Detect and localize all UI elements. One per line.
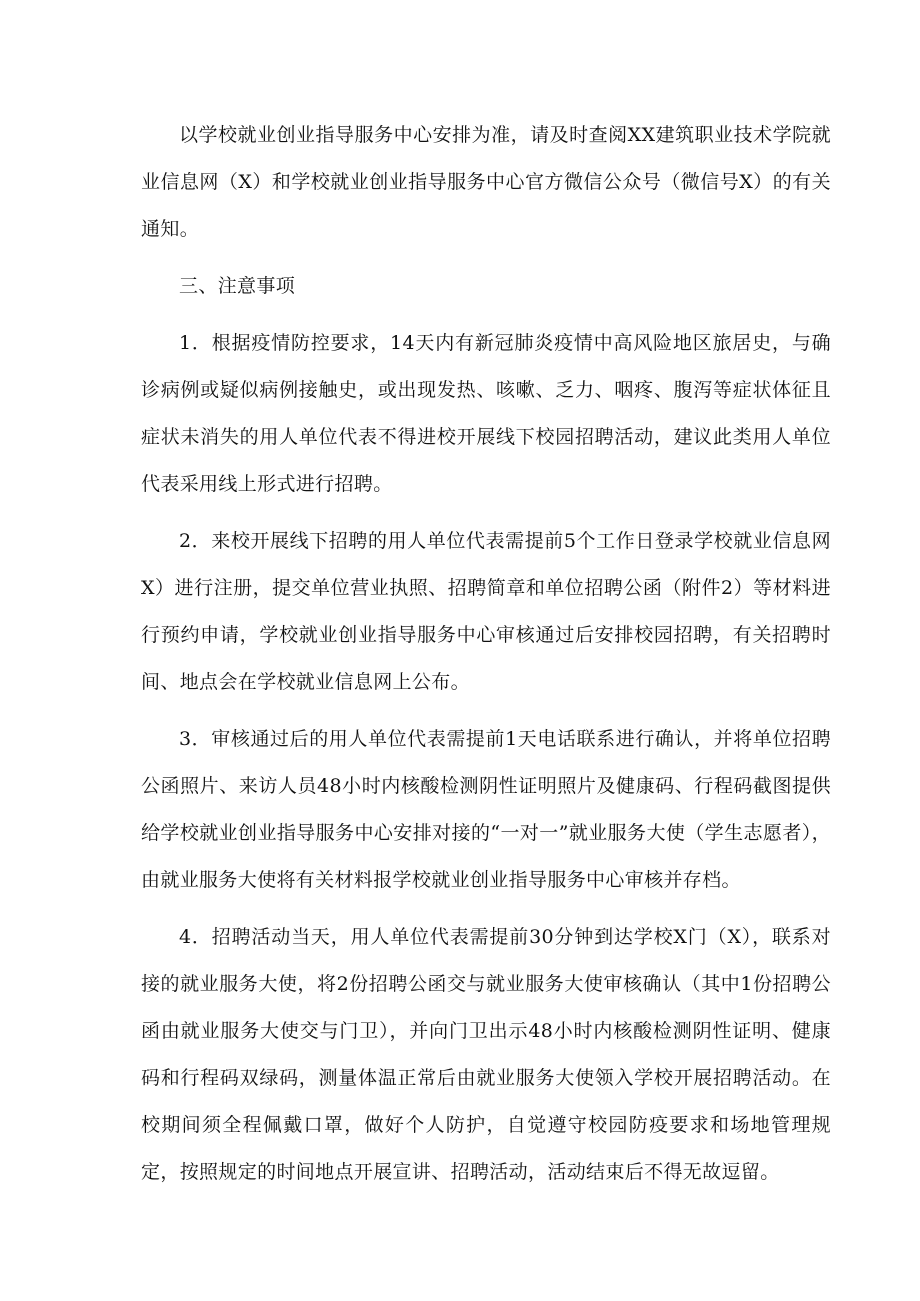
section-title: 三、注意事项: [179, 275, 296, 297]
paragraph-spacer: [141, 310, 831, 320]
paragraph-spacer: [141, 706, 831, 716]
document-body: [141, 112, 831, 1196]
paragraph-spacer: [141, 508, 831, 518]
notice-item-4: 4．招聘活动当天，用人单位代表需提前30分钟到达学校X门（X），联系对接的就业服务大使，将2份招聘公函交与就业服务大使审核确认（其中1份招聘公函由就业服务大使交与门卫），并向门卫出示48小时内核酸检测阴性证明、健康码和行程码双绿码，测量体温正常后由就业服务大使领入学校开展招聘活动。在校期间须全程佩戴口罩，做好个人防护，自觉遵守校园防疫要求和场地管理规定，按照规定的时间地点开展宣讲、招聘活动，活动结束后不得无故逗留。: [141, 926, 831, 1183]
intro-paragraph: 以学校就业创业指导服务中心安排为准，请及时查阅XX建筑职业技术学院就业信息网（X）和学校就业创业指导服务中心官方微信公众号（微信号X）的有关通知。: [141, 124, 831, 240]
notice-item-3: 3．审核通过后的用人单位代表需提前1天电话联系进行确认，并将单位招聘公函照片、来访人员48小时内核酸检测阴性证明照片及健康码、行程码截图提供给学校就业创业指导服务中心安排对接的“一对一”就业服务大使（学生志愿者），由就业服务大使将有关材料报学校就业创业指导服务中心审核并存档。: [141, 728, 831, 891]
notice-item-1: 1．根据疫情防控要求，14天内有新冠肺炎疫情中高风险地区旅居史，与确诊病例或疑似病例接触史，或出现发热、咳嗽、乏力、咽疼、腹泻等症状体征且症状未消失的用人单位代表不得进校开展线下校园招聘活动，建议此类用人单位代表采用线上形式进行招聘。: [141, 332, 831, 495]
notice-item-2: 2．来校开展线下招聘的用人单位代表需提前5个工作日登录学校就业信息网X）进行注册，提交单位营业执照、招聘简章和单位招聘公函（附件2）等材料进行预约申请，学校就业创业指导服务中心审核通过后安排校园招聘，有关招聘时间、地点会在学校就业信息网上公布。: [141, 530, 831, 693]
paragraph-spacer: [141, 253, 831, 263]
paragraph-spacer: [141, 904, 831, 914]
